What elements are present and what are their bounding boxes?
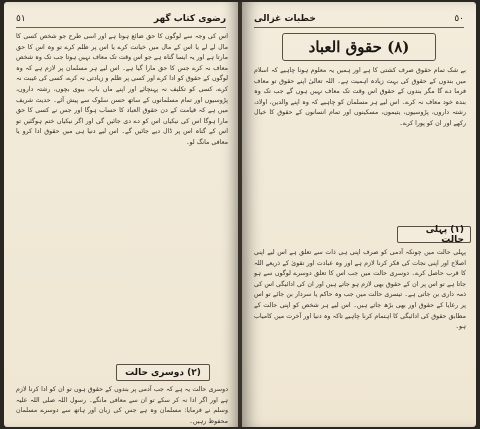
right-body-bottom bbox=[254, 248, 466, 424]
left-header-rule bbox=[16, 27, 226, 28]
right-header-rule bbox=[254, 27, 464, 28]
left-page-number: ٥١ bbox=[16, 14, 26, 24]
left-body-bottom bbox=[16, 385, 228, 425]
right-body-bottom-paragraph: پہلی حالت میں چونکہ آدمی کو صرف اپنی ہی ذات سے تعلق ہے اس لیے اپنی اصلاح اور اپنی نجات کی فکر کرنا لازم ہے اور وہ عبادت اور تقویٰ کے ذریعے اللہ کا قرب حاصل کرے۔ دوسری حالت میں جب اس کا تعلق دوسرے لوگوں سے ہو جاتا ہے تو اس پر ان کے حقوق بھی لازم ہو جاتے ہیں اور ان کی ادائیگی اس کی ذمہ داری بن جاتی ہے۔ تیسری حالت میں جب وہ حاکم یا سردار بن جائے تو اس پر رعایا کے حقوق اور بھی بڑھ جاتے ہیں۔ اس لیے ہر شخص کو اپنی حالت کے مطابق حقوق کی ادائیگی کا اہتمام کرنا چاہیے تاکہ وہ دنیا اور آخرت میں کامیاب ہو۔ bbox=[254, 249, 466, 331]
right-running-head-title: خطبات غزالی bbox=[254, 14, 316, 24]
right-running-head bbox=[254, 12, 464, 26]
left-body-top bbox=[16, 32, 228, 357]
left-page bbox=[4, 2, 238, 427]
right-body-top bbox=[254, 66, 466, 220]
left-body-top-paragraph: اس کی وجہ سے لوگوں کا حق ضائع ہوتا ہے اور اسی طرح جو شخص کسی کا مال لے لے یا اس کے مال میں خیانت کرے یا اس پر ظلم کرے تو وہ اس کا حق مارتا ہے اور یہ ایسا گناہ ہے جو اس وقت تک معاف نہیں ہوتا جب تک وہ شخص معاف نہ کرے جس کا حق مارا گیا ہے۔ اس لیے ہر مسلمان پر لازم ہے کہ وہ لوگوں کے حقوق کو ادا کرے اور کسی پر ظلم و زیادتی نہ کرے، کسی کی غیبت نہ کرے، کسی کو تکلیف نہ پہنچائے اور اپنے ماں باپ، بیوی بچوں، رشتہ داروں، پڑوسیوں اور تمام مسلمانوں کے ساتھ حسن سلوک سے پیش آئے۔ حدیث شریف میں ہے کہ قیامت کے دن حقوق العباد کا حساب ہوگا اور جس نے کسی کا حق مارا ہوگا اس کی نیکیاں اس کو دے دی جائیں گی اور اگر نیکیاں ختم ہوگئیں تو اس کے گناہ اس پر ڈال دیے جائیں گے۔ اس لیے دنیا ہی میں حقوق ادا کرو یا معافی مانگ لو۔ bbox=[16, 33, 228, 146]
right-page bbox=[242, 2, 476, 427]
right-body-top-paragraph: بے شک تمام حقوق صرف کشتی کا ہے اور ہمیں یہ معلوم ہونا چاہیے کہ اسلام میں بندوں کے حقوق کی بہت زیادہ اہمیت ہے۔ اللہ تعالیٰ اپنے حقوق تو معاف فرما دے گا مگر بندوں کے حقوق اس وقت تک معاف نہیں ہوں گے جب تک وہ بندہ خود معاف نہ کرے۔ اس لیے ہر مسلمان کو چاہیے کہ وہ اپنے والدین، اولاد، رشتہ داروں، پڑوسیوں، یتیموں، مسکینوں اور تمام انسانوں کے حقوق کا خیال رکھے اور ان کو پورا کرے۔ bbox=[254, 67, 466, 127]
left-body-bottom-paragraph: دوسری حالت یہ ہے کہ جب آدمی پر بندوں کے حقوق ہوں تو ان کو ادا کرنا لازم ہے اور اگر ادا نہ کر سکے تو ان سے معافی مانگے۔ رسول اللہ صلی اللہ علیہ وسلم نے فرمایا: مسلمان وہ ہے جس کی زبان اور ہاتھ سے دوسرے مسلمان محفوظ رہیں۔ bbox=[16, 386, 228, 425]
chapter-title: (٨) حقوق العباد bbox=[282, 33, 436, 61]
left-running-head-title: رضوی کتاب گھر bbox=[153, 14, 226, 24]
left-running-head bbox=[16, 12, 226, 26]
right-section-heading: (١) پہلی حالت bbox=[397, 226, 471, 243]
left-section-heading: (٢) دوسری حالت bbox=[116, 364, 210, 381]
book-spread bbox=[4, 2, 476, 427]
right-page-number: ٥٠ bbox=[454, 14, 464, 24]
